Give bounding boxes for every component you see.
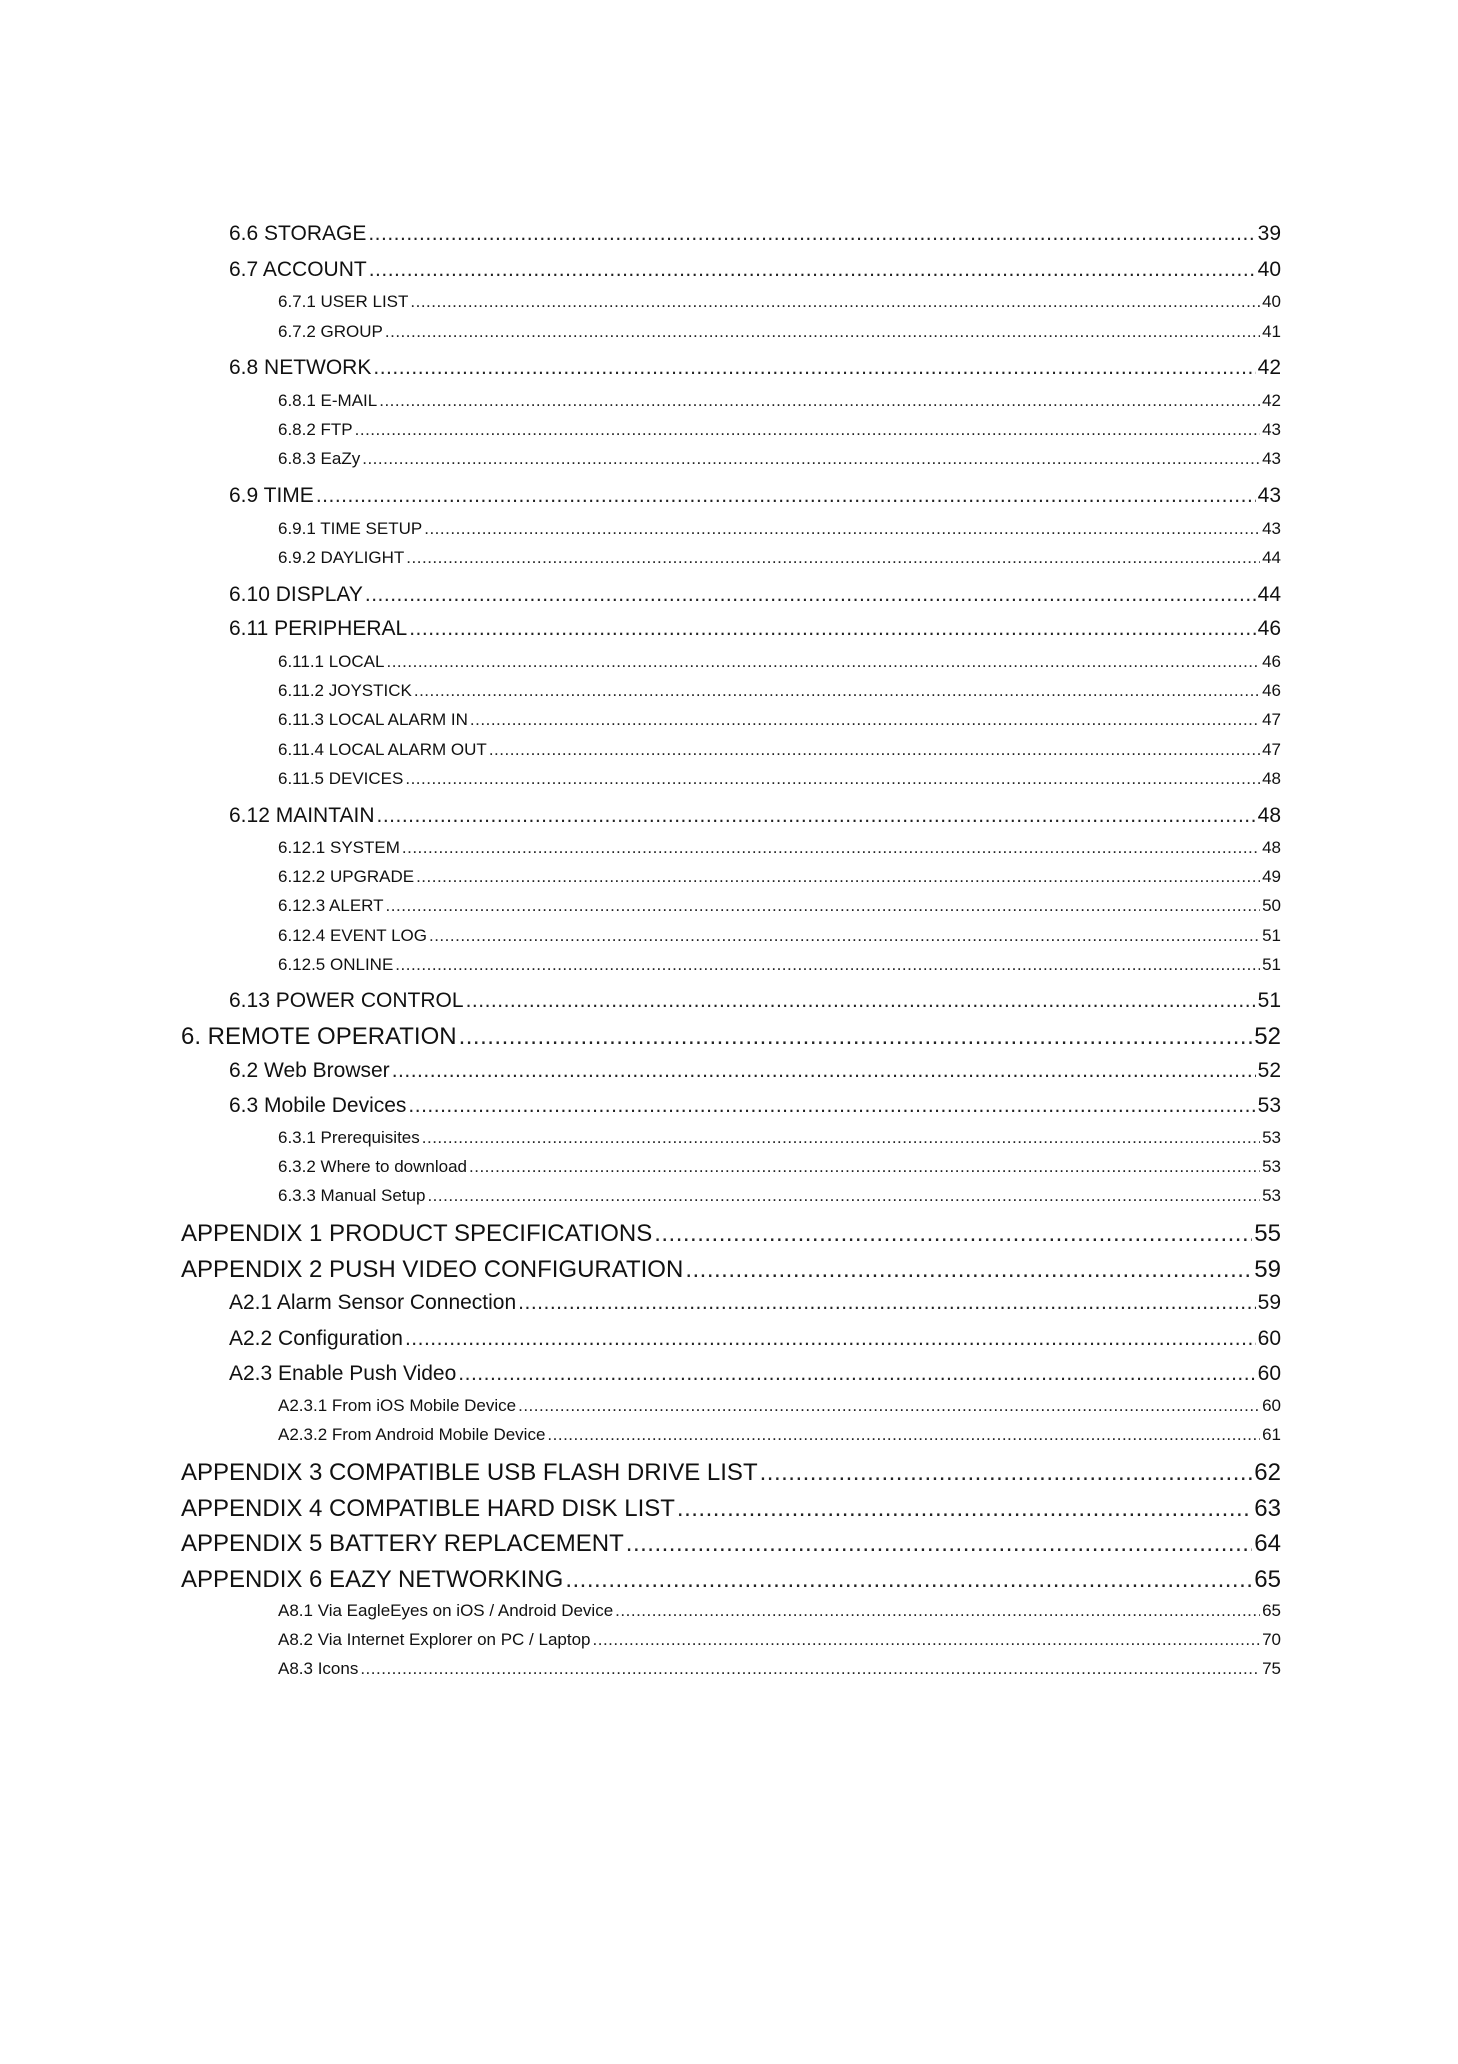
dot-leader bbox=[547, 1425, 1260, 1445]
toc-entry-page-number: 62 bbox=[1254, 1459, 1281, 1486]
toc-entry[interactable] bbox=[0, 1459, 1458, 1487]
dot-leader bbox=[369, 258, 1256, 282]
toc-entry[interactable] bbox=[0, 391, 1458, 411]
toc-entry-page-number: 48 bbox=[1262, 769, 1281, 788]
toc-entry-title: A2.3 Enable Push Video bbox=[229, 1362, 457, 1385]
toc-entry-page-number: 53 bbox=[1262, 1128, 1281, 1147]
toc-entry[interactable] bbox=[0, 548, 1458, 568]
toc-entry-page-number: 60 bbox=[1262, 1396, 1281, 1415]
toc-entry-title: 6.8.3 EaZy bbox=[278, 449, 361, 468]
dot-leader bbox=[458, 1362, 1255, 1386]
toc-entry[interactable] bbox=[0, 1256, 1458, 1284]
toc-entry-title: 6.9 TIME bbox=[229, 484, 314, 507]
toc-entry-page-number: 48 bbox=[1262, 838, 1281, 857]
toc-entry-page-number: 50 bbox=[1262, 896, 1281, 915]
toc-entry-page-number: 61 bbox=[1262, 1425, 1281, 1444]
toc-entry-title: A8.3 Icons bbox=[278, 1659, 359, 1678]
toc-entry[interactable] bbox=[0, 322, 1458, 342]
dot-leader bbox=[470, 710, 1260, 730]
toc-entry-title: 6.11.1 LOCAL bbox=[278, 652, 385, 671]
toc-entry-page-number: 47 bbox=[1262, 740, 1281, 759]
toc-entry[interactable] bbox=[0, 420, 1458, 440]
toc-entry-title: APPENDIX 4 COMPATIBLE HARD DISK LIST bbox=[181, 1495, 675, 1522]
toc-entry[interactable] bbox=[0, 838, 1458, 858]
dot-leader bbox=[677, 1495, 1252, 1523]
toc-entry-title: 6.3.1 Prerequisites bbox=[278, 1128, 420, 1147]
toc-entry-page-number: 55 bbox=[1254, 1220, 1281, 1247]
toc-entry-page-number: 51 bbox=[1262, 955, 1281, 974]
dot-leader bbox=[385, 322, 1260, 342]
dot-leader bbox=[368, 222, 1255, 246]
toc-entry-page-number: 46 bbox=[1257, 617, 1281, 640]
dot-leader bbox=[406, 548, 1260, 568]
toc-entry-title: APPENDIX 3 COMPATIBLE USB FLASH DRIVE LIST bbox=[181, 1459, 758, 1486]
dot-leader bbox=[376, 804, 1255, 828]
toc-entry[interactable] bbox=[0, 1495, 1458, 1523]
dot-leader bbox=[362, 449, 1260, 469]
toc-entry-title: 6.8 NETWORK bbox=[229, 356, 372, 379]
dot-leader bbox=[386, 652, 1260, 672]
dot-leader bbox=[518, 1396, 1260, 1416]
toc-entry[interactable] bbox=[0, 867, 1458, 887]
toc-entry-title: APPENDIX 6 EAZY NETWORKING bbox=[181, 1566, 564, 1593]
dot-leader bbox=[373, 356, 1255, 380]
toc-entry[interactable] bbox=[0, 1220, 1458, 1248]
toc-entry-page-number: 44 bbox=[1262, 548, 1281, 567]
toc-entry[interactable] bbox=[0, 292, 1458, 312]
toc-entry[interactable] bbox=[0, 804, 1458, 828]
toc-entry-title: A2.3.1 From iOS Mobile Device bbox=[278, 1396, 517, 1415]
dot-leader bbox=[429, 926, 1260, 946]
dot-leader bbox=[355, 420, 1260, 440]
toc-entry-page-number: 46 bbox=[1262, 681, 1281, 700]
toc-entry[interactable] bbox=[0, 1601, 1458, 1621]
toc-entry-page-number: 48 bbox=[1257, 804, 1281, 827]
toc-entry[interactable] bbox=[0, 955, 1458, 975]
toc-entry-page-number: 65 bbox=[1254, 1566, 1281, 1593]
toc-entry-title: 6.11.2 JOYSTICK bbox=[278, 681, 412, 700]
dot-leader bbox=[414, 681, 1260, 701]
dot-leader bbox=[685, 1256, 1252, 1284]
toc-entry-title: 6.12.2 UPGRADE bbox=[278, 867, 415, 886]
toc-entry-title: 6.12.4 EVENT LOG bbox=[278, 926, 427, 945]
toc-entry-page-number: 46 bbox=[1262, 652, 1281, 671]
dot-leader bbox=[626, 1530, 1253, 1558]
toc-entry[interactable] bbox=[0, 1291, 1458, 1315]
toc-entry[interactable] bbox=[0, 222, 1458, 246]
toc-entry-title: 6. REMOTE OPERATION bbox=[181, 1023, 457, 1050]
toc-entry[interactable] bbox=[0, 1186, 1458, 1206]
toc-entry-page-number: 59 bbox=[1257, 1291, 1281, 1314]
dot-leader bbox=[379, 391, 1260, 411]
toc-entry-page-number: 47 bbox=[1262, 710, 1281, 729]
dot-leader bbox=[408, 1094, 1255, 1118]
dot-leader bbox=[615, 1601, 1260, 1621]
toc-entry[interactable] bbox=[0, 1566, 1458, 1594]
toc-entry[interactable] bbox=[0, 989, 1458, 1013]
toc-entry[interactable] bbox=[0, 1396, 1458, 1416]
toc-entry-page-number: 63 bbox=[1254, 1495, 1281, 1522]
toc-entry-title: 6.9.1 TIME SETUP bbox=[278, 519, 423, 538]
toc-entry-title: APPENDIX 2 PUSH VIDEO CONFIGURATION bbox=[181, 1256, 684, 1283]
toc-entry-page-number: 39 bbox=[1257, 222, 1281, 245]
toc-entry-title: 6.8.2 FTP bbox=[278, 420, 353, 439]
toc-entry-page-number: 53 bbox=[1262, 1157, 1281, 1176]
toc-entry[interactable] bbox=[0, 1659, 1458, 1679]
toc-entry-page-number: 43 bbox=[1262, 420, 1281, 439]
toc-entry-title: 6.12.1 SYSTEM bbox=[278, 838, 400, 857]
toc-entry[interactable] bbox=[0, 1094, 1458, 1118]
toc-entry-page-number: 43 bbox=[1262, 449, 1281, 468]
dot-leader bbox=[316, 484, 1256, 508]
toc-entry-title: 6.11 PERIPHERAL bbox=[229, 617, 408, 640]
toc-entry[interactable] bbox=[0, 1425, 1458, 1445]
toc-entry[interactable] bbox=[0, 1630, 1458, 1650]
toc-entry[interactable] bbox=[0, 1059, 1458, 1083]
dot-leader bbox=[593, 1630, 1261, 1650]
toc-entry-page-number: 75 bbox=[1262, 1659, 1281, 1678]
toc-entry[interactable] bbox=[0, 681, 1458, 701]
toc-entry-page-number: 51 bbox=[1262, 926, 1281, 945]
dot-leader bbox=[459, 1023, 1253, 1051]
dot-leader bbox=[410, 292, 1260, 312]
toc-entry-title: 6.7.1 USER LIST bbox=[278, 292, 409, 311]
toc-entry-title: 6.12.3 ALERT bbox=[278, 896, 384, 915]
toc-entry-page-number: 60 bbox=[1257, 1327, 1281, 1350]
dot-leader bbox=[409, 617, 1255, 641]
dot-leader bbox=[489, 740, 1260, 760]
toc-entry[interactable] bbox=[0, 519, 1458, 539]
dot-leader bbox=[405, 1327, 1256, 1351]
toc-entry-title: 6.8.1 E-MAIL bbox=[278, 391, 378, 410]
toc-entry-title: A2.3.2 From Android Mobile Device bbox=[278, 1425, 546, 1444]
toc-entry[interactable] bbox=[0, 449, 1458, 469]
toc-entry-page-number: 44 bbox=[1257, 583, 1281, 606]
toc-entry-title: A2.2 Configuration bbox=[229, 1327, 403, 1350]
toc-entry[interactable] bbox=[0, 1530, 1458, 1558]
toc-entry[interactable] bbox=[0, 1023, 1458, 1051]
toc-entry-page-number: 51 bbox=[1257, 989, 1281, 1012]
toc-entry-page-number: 64 bbox=[1254, 1530, 1281, 1557]
toc-entry[interactable] bbox=[0, 356, 1458, 380]
toc-entry-page-number: 49 bbox=[1262, 867, 1281, 886]
dot-leader bbox=[405, 769, 1260, 789]
toc-entry-page-number: 42 bbox=[1257, 356, 1281, 379]
dot-leader bbox=[469, 1157, 1260, 1177]
toc-entry-page-number: 40 bbox=[1262, 292, 1281, 311]
toc-entry[interactable] bbox=[0, 583, 1458, 607]
dot-leader bbox=[654, 1220, 1252, 1248]
toc-entry-title: 6.9.2 DAYLIGHT bbox=[278, 548, 405, 567]
toc-entry[interactable] bbox=[0, 1128, 1458, 1148]
toc-entry[interactable] bbox=[0, 1362, 1458, 1386]
toc-entry-title: A2.1 Alarm Sensor Connection bbox=[229, 1291, 517, 1314]
toc-entry-title: 6.11.3 LOCAL ALARM IN bbox=[278, 710, 468, 729]
toc-entry-page-number: 53 bbox=[1262, 1186, 1281, 1205]
toc-entry-page-number: 53 bbox=[1257, 1094, 1281, 1117]
dot-leader bbox=[392, 1059, 1256, 1083]
toc-entry[interactable] bbox=[0, 926, 1458, 946]
toc-entry-title: 6.3.3 Manual Setup bbox=[278, 1186, 426, 1205]
dot-leader bbox=[518, 1291, 1255, 1315]
toc-entry-page-number: 52 bbox=[1254, 1023, 1281, 1050]
toc-entry-title: 6.7.2 GROUP bbox=[278, 322, 383, 341]
toc-entry[interactable] bbox=[0, 1327, 1458, 1351]
toc-entry-title: 6.13 POWER CONTROL bbox=[229, 989, 464, 1012]
dot-leader bbox=[466, 989, 1256, 1013]
toc-entry-title: APPENDIX 1 PRODUCT SPECIFICATIONS bbox=[181, 1220, 653, 1247]
dot-leader bbox=[427, 1186, 1260, 1206]
dot-leader bbox=[760, 1459, 1253, 1487]
toc-entry-title: 6.2 Web Browser bbox=[229, 1059, 390, 1082]
toc-entry-title: 6.3 Mobile Devices bbox=[229, 1094, 407, 1117]
toc-entry-page-number: 52 bbox=[1257, 1059, 1281, 1082]
dot-leader bbox=[386, 896, 1261, 916]
toc-entry[interactable] bbox=[0, 617, 1458, 641]
toc-entry[interactable] bbox=[0, 652, 1458, 672]
toc-entry-page-number: 70 bbox=[1262, 1630, 1281, 1649]
toc-entry-title: 6.3.2 Where to download bbox=[278, 1157, 468, 1176]
toc-entry-title: 6.7 ACCOUNT bbox=[229, 258, 367, 281]
dot-leader bbox=[365, 583, 1256, 607]
toc-entry-page-number: 42 bbox=[1262, 391, 1281, 410]
dot-leader bbox=[565, 1566, 1252, 1594]
toc-entry[interactable] bbox=[0, 896, 1458, 916]
toc-entry-title: 6.6 STORAGE bbox=[229, 222, 367, 245]
toc-entry-page-number: 59 bbox=[1254, 1256, 1281, 1283]
toc-entry-title: 6.12 MAINTAIN bbox=[229, 804, 375, 827]
toc-entry-page-number: 60 bbox=[1257, 1362, 1281, 1385]
toc-entry-page-number: 41 bbox=[1262, 322, 1281, 341]
toc-entry[interactable] bbox=[0, 1157, 1458, 1177]
dot-leader bbox=[360, 1659, 1260, 1679]
toc-entry[interactable] bbox=[0, 740, 1458, 760]
toc-entry-page-number: 43 bbox=[1257, 484, 1281, 507]
toc-entry-title: APPENDIX 5 BATTERY REPLACEMENT bbox=[181, 1530, 624, 1557]
toc-entry[interactable] bbox=[0, 484, 1458, 508]
dot-leader bbox=[424, 519, 1260, 539]
toc-entry-page-number: 65 bbox=[1262, 1601, 1281, 1620]
toc-entry-title: 6.11.4 LOCAL ALARM OUT bbox=[278, 740, 487, 759]
toc-entry[interactable] bbox=[0, 258, 1458, 282]
toc-entry-page-number: 43 bbox=[1262, 519, 1281, 538]
dot-leader bbox=[395, 955, 1260, 975]
dot-leader bbox=[416, 867, 1260, 887]
toc-entry-title: 6.10 DISPLAY bbox=[229, 583, 363, 606]
dot-leader bbox=[402, 838, 1260, 858]
toc-entry-title: 6.11.5 DEVICES bbox=[278, 769, 404, 788]
toc-entry[interactable] bbox=[0, 710, 1458, 730]
toc-entry[interactable] bbox=[0, 769, 1458, 789]
toc-entry-title: A8.2 Via Internet Explorer on PC / Laptop bbox=[278, 1630, 591, 1649]
toc-entry-page-number: 40 bbox=[1257, 258, 1281, 281]
toc-entry-title: 6.12.5 ONLINE bbox=[278, 955, 394, 974]
toc-entry-title: A8.1 Via EagleEyes on iOS / Android Device bbox=[278, 1601, 614, 1620]
dot-leader bbox=[422, 1128, 1260, 1148]
